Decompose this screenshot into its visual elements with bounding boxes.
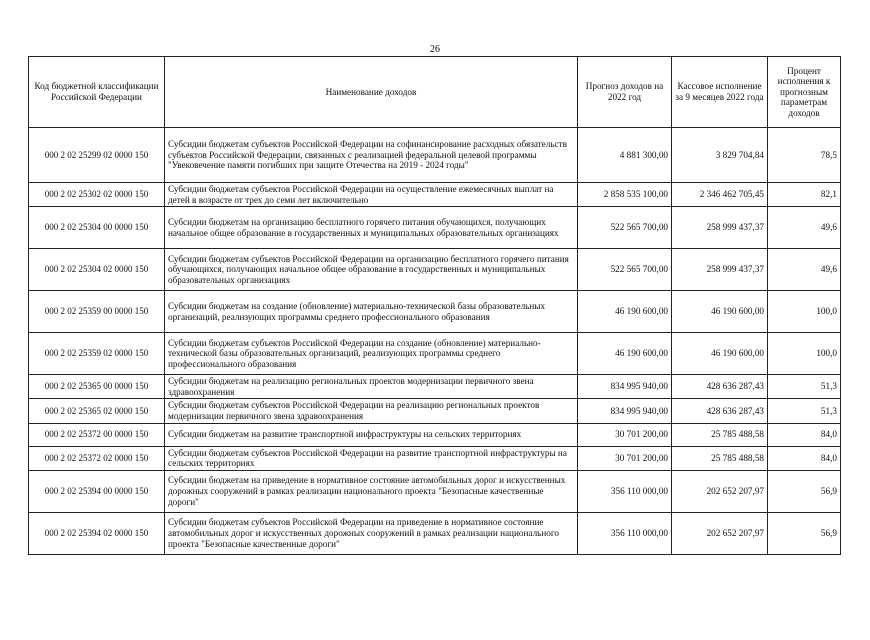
cell-percent: 78,5 — [768, 128, 841, 183]
cell-code: 000 2 02 25359 00 0000 150 — [29, 291, 165, 333]
cell-cash: 202 652 207,97 — [672, 512, 768, 554]
cell-forecast: 46 190 600,00 — [578, 291, 672, 333]
header-code: Код бюджетной классификации Российской Федерации — [29, 57, 165, 128]
cell-code: 000 2 02 25394 02 0000 150 — [29, 512, 165, 554]
table-row — [29, 183, 841, 207]
table-row — [29, 291, 841, 333]
page-number: 26 — [430, 44, 440, 55]
cell-name: Субсидии бюджетам субъектов Российской Федерации на софинансирование расходных обязательств субъектов Российской Федерации, связанных с реализацией федеральной целевой программы "Увековечение памяти погибших при защите Отечества на 2019 - 2024 годы" — [165, 128, 578, 183]
cell-percent: 56,9 — [768, 512, 841, 554]
cell-name: Субсидии бюджетам субъектов Российской Федерации на создание (обновление) материально-технической базы образовательных организаций, реализующих программы среднего профессионального образования — [165, 333, 578, 375]
header-percent: Процент исполнения к прогнозным параметрам доходов — [768, 57, 841, 128]
cell-forecast: 46 190 600,00 — [578, 333, 672, 375]
table-row — [29, 399, 841, 423]
cell-code: 000 2 02 25372 00 0000 150 — [29, 423, 165, 446]
table-header — [29, 57, 841, 128]
cell-percent: 51,3 — [768, 399, 841, 423]
cell-name: Субсидии бюджетам субъектов Российской Федерации на организацию бесплатного горячего питания обучающихся, получающих начальное общее образование в государственных и муниципальных образовательных организациях — [165, 249, 578, 291]
table-row — [29, 423, 841, 446]
cell-percent: 84,0 — [768, 423, 841, 446]
table-row — [29, 333, 841, 375]
table-row — [29, 128, 841, 183]
cell-forecast: 834 995 940,00 — [578, 375, 672, 399]
cell-percent: 82,1 — [768, 183, 841, 207]
cell-code: 000 2 02 25304 02 0000 150 — [29, 249, 165, 291]
table-row — [29, 249, 841, 291]
cell-forecast: 522 565 700,00 — [578, 249, 672, 291]
cell-cash: 258 999 437,37 — [672, 207, 768, 249]
cell-cash: 258 999 437,37 — [672, 249, 768, 291]
cell-forecast: 30 701 200,00 — [578, 423, 672, 446]
cell-percent: 51,3 — [768, 375, 841, 399]
cell-code: 000 2 02 25365 02 0000 150 — [29, 399, 165, 423]
cell-percent: 100,0 — [768, 291, 841, 333]
cell-name: Субсидии бюджетам на приведение в нормативное состояние автомобильных дорог и искусственных дорожных сооружений в рамках реализации национального проекта "Безопасные качественные дороги" — [165, 470, 578, 512]
cell-name: Субсидии бюджетам субъектов Российской Федерации на приведение в нормативное состояние автомобильных дорог и искусственных дорожных сооружений в рамках реализации национального проекта "Безопасные качественные дороги" — [165, 512, 578, 554]
table-row — [29, 375, 841, 399]
cell-cash: 2 346 462 705,45 — [672, 183, 768, 207]
cell-code: 000 2 02 25372 02 0000 150 — [29, 446, 165, 470]
header-cash-execution: Кассовое исполнение за 9 месяцев 2022 года — [672, 57, 768, 128]
cell-cash: 428 636 287,43 — [672, 399, 768, 423]
cell-cash: 25 785 488,58 — [672, 446, 768, 470]
cell-code: 000 2 02 25299 02 0000 150 — [29, 128, 165, 183]
cell-cash: 3 829 704,84 — [672, 128, 768, 183]
table-row — [29, 512, 841, 554]
cell-name: Субсидии бюджетам на развитие транспортной инфраструктуры на сельских территориях — [165, 423, 578, 446]
cell-name: Субсидии бюджетам субъектов Российской Федерации на развитие транспортной инфраструктуры на сельских территориях — [165, 446, 578, 470]
header-name: Наименование доходов — [165, 57, 578, 128]
cell-name: Субсидии бюджетам на реализацию региональных проектов модернизации первичного звена здравоохранения — [165, 375, 578, 399]
cell-cash: 428 636 287,43 — [672, 375, 768, 399]
cell-percent: 49,6 — [768, 249, 841, 291]
cell-code: 000 2 02 25304 00 0000 150 — [29, 207, 165, 249]
cell-percent: 100,0 — [768, 333, 841, 375]
cell-cash: 25 785 488,58 — [672, 423, 768, 446]
cell-code: 000 2 02 25302 02 0000 150 — [29, 183, 165, 207]
cell-cash: 46 190 600,00 — [672, 291, 768, 333]
cell-cash: 46 190 600,00 — [672, 333, 768, 375]
cell-code: 000 2 02 25365 00 0000 150 — [29, 375, 165, 399]
table-row — [29, 446, 841, 470]
cell-name: Субсидии бюджетам на создание (обновление) материально-технической базы образовательных организаций, реализующих программы среднего профессионального образования — [165, 291, 578, 333]
cell-name: Субсидии бюджетам субъектов Российской Федерации на реализацию региональных проектов модернизации первичного звена здравоохранения — [165, 399, 578, 423]
cell-code: 000 2 02 25359 02 0000 150 — [29, 333, 165, 375]
cell-cash: 202 652 207,97 — [672, 470, 768, 512]
cell-name: Субсидии бюджетам на организацию бесплатного горячего питания обучающихся, получающих начальное общее образование в государственных и муниципальных образовательных организациях — [165, 207, 578, 249]
table-row — [29, 207, 841, 249]
cell-name: Субсидии бюджетам субъектов Российской Федерации на осуществление ежемесячных выплат на детей в возрасте от трех до семи лет включительно — [165, 183, 578, 207]
cell-percent: 49,6 — [768, 207, 841, 249]
cell-forecast: 2 858 535 100,00 — [578, 183, 672, 207]
cell-forecast: 522 565 700,00 — [578, 207, 672, 249]
cell-forecast: 356 110 000,00 — [578, 470, 672, 512]
table-row — [29, 470, 841, 512]
cell-forecast: 834 995 940,00 — [578, 399, 672, 423]
cell-percent: 84,0 — [768, 446, 841, 470]
cell-code: 000 2 02 25394 00 0000 150 — [29, 470, 165, 512]
cell-forecast: 30 701 200,00 — [578, 446, 672, 470]
revenue-table — [28, 56, 841, 555]
header-forecast: Прогноз доходов на 2022 год — [578, 57, 672, 128]
cell-forecast: 4 881 300,00 — [578, 128, 672, 183]
cell-percent: 56,9 — [768, 470, 841, 512]
cell-forecast: 356 110 000,00 — [578, 512, 672, 554]
